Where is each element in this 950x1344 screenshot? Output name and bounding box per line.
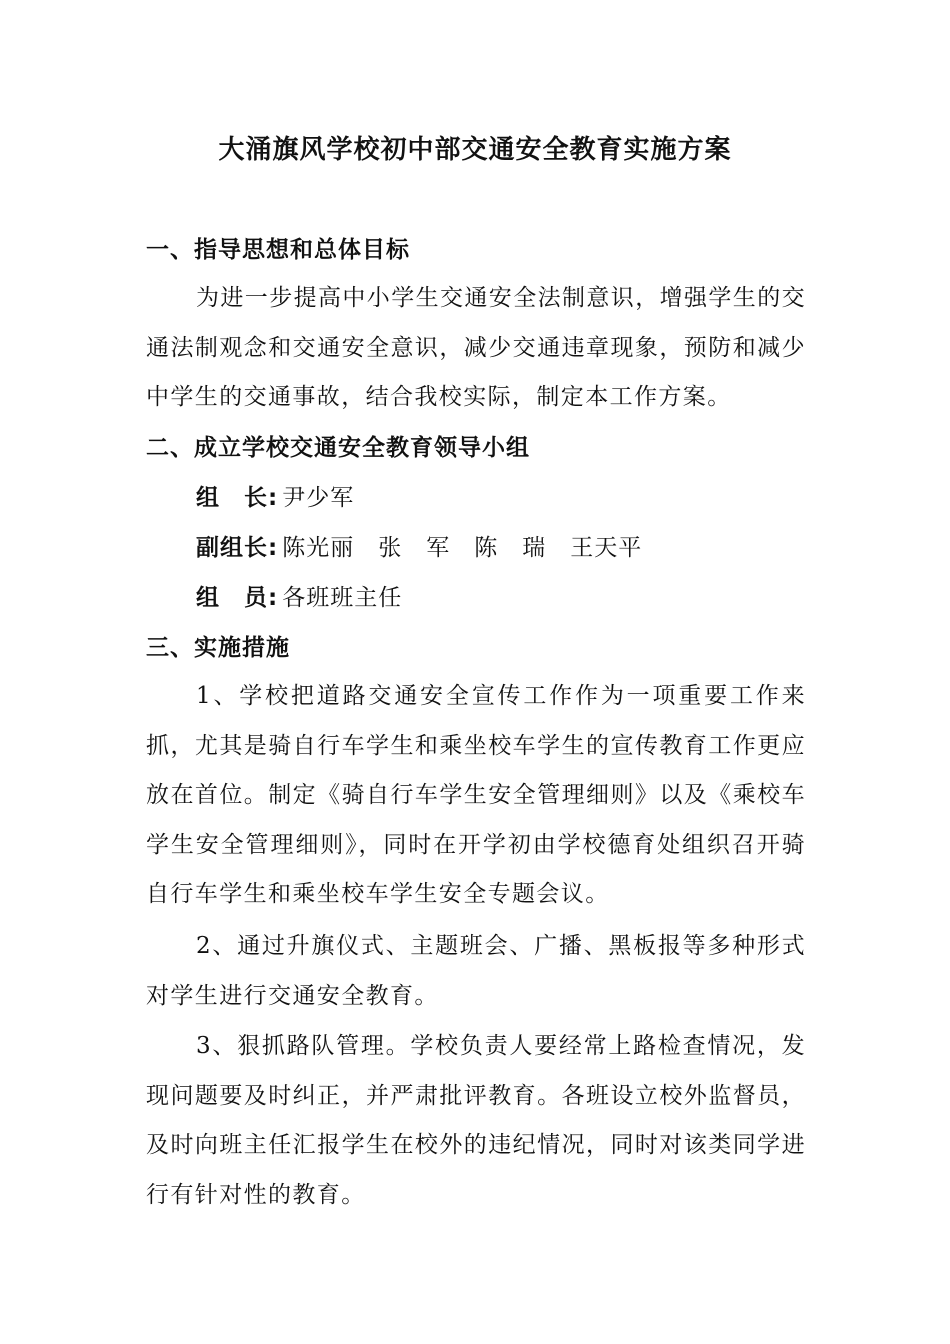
member-row-leader <box>196 480 354 516</box>
member-role: 组 长: <box>196 485 279 511</box>
member-names: 各班班主任 <box>282 585 403 611</box>
member-role: 组 员: <box>196 585 279 611</box>
member-role: 副组长: <box>196 535 279 561</box>
measure-paragraph-1: 1、学校把道路交通安全宣传工作作为一项重要工作来抓，尤其是骑自行车学生和乘坐校车学生的宣传教育工作更应放在首位。制定《骑自行车学生安全管理细则》以及《乘校车学生安全管理细则》，同时在开学初由学校德育处组织召开骑自行车学生和乘坐校车学生安全专题会议。 <box>146 683 806 907</box>
section-1-paragraph: 为进一步提高中小学生交通安全法制意识，增强学生的交通法制观念和交通安全意识，减少交通违章现象，预防和减少中学生的交通事故，结合我校实际，制定本工作方案。 <box>146 285 806 410</box>
member-names: 陈光丽 张 军 陈 瑞 王天平 <box>282 535 643 561</box>
section-heading-2: 二、成立学校交通安全教育领导小组 <box>146 435 530 461</box>
measure-paragraph-2: 2、通过升旗仪式、主题班会、广播、黑板报等多种形式对学生进行交通安全教育。 <box>146 933 806 1009</box>
measure-paragraph-3: 3、狠抓路队管理。学校负责人要经常上路检查情况，发现问题要及时纠正，并严肃批评教育。各班设立校外监督员，及时向班主任汇报学生在校外的违纪情况，同时对该类同学进行有针对性的教育。 <box>146 1033 806 1208</box>
section-heading-3: 三、实施措施 <box>146 635 290 661</box>
document-title: 大涌旗风学校初中部交通安全教育实施方案 <box>218 135 732 165</box>
member-names: 尹少军 <box>282 485 355 511</box>
member-row-members <box>196 580 402 616</box>
section-heading-1: 一、指导思想和总体目标 <box>146 237 410 263</box>
member-row-deputy <box>196 530 642 566</box>
